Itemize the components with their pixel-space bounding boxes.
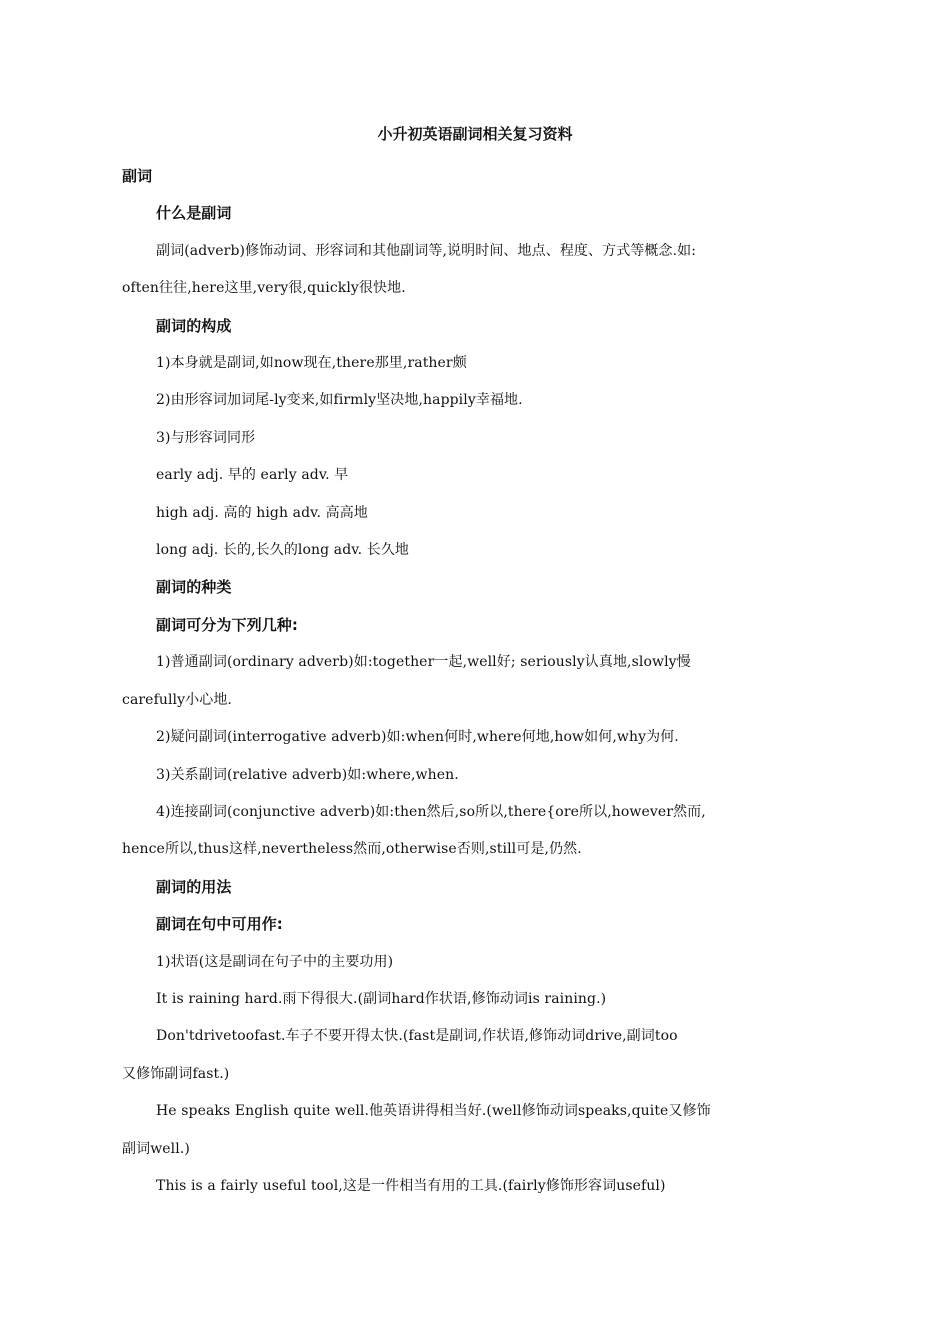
- subsection-heading: 副词在句中可用作:: [156, 915, 283, 934]
- paragraph-line: It is raining hard.雨下得很大.(副词hard作状语,修饰动词is raining.): [156, 990, 607, 1007]
- subsection-heading: 副词可分为下列几种:: [156, 615, 298, 634]
- paragraph-line: 1)本身就是副词,如now现在,there那里,rather颇: [156, 355, 467, 372]
- paragraph-line: This is a fairly useful tool,这是一件相当有用的工具.(fairly修饰形容词useful): [156, 1177, 666, 1194]
- paragraph-line: high adj. 高的 high adv. 高高地: [156, 504, 368, 521]
- paragraph-line: 又修饰副词fast.): [122, 1065, 230, 1082]
- paragraph-line: often往往,here这里,very很,quickly很快地.: [122, 280, 406, 297]
- subsection-heading: 副词的构成: [156, 316, 232, 335]
- paragraph-line: carefully小心地.: [122, 691, 232, 708]
- paragraph-line: long adj. 长的,长久的long adv. 长久地: [156, 542, 410, 559]
- paragraph-line: 1)状语(这是副词在句子中的主要功用): [156, 953, 394, 970]
- subsection-heading: 副词的用法: [156, 877, 232, 896]
- paragraph-line: He speaks English quite well.他英语讲得相当好.(well修饰动词speaks,quite又修饰: [156, 1103, 711, 1120]
- paragraph-line: early adj. 早的 early adv. 早: [156, 467, 349, 484]
- document-body: [122, 158, 822, 1205]
- subsection-heading: 什么是副词: [156, 204, 232, 223]
- paragraph-line: 1)普通副词(ordinary adverb)如:together一起,well好; seriously认真地,slowly慢: [156, 654, 691, 671]
- paragraph-line: 3)与形容词同形: [156, 429, 256, 446]
- paragraph-line: Don'tdrivetoofast.车子不要开得太快.(fast是副词,作状语,修饰动词drive,副词too: [156, 1028, 678, 1045]
- paragraph-line: 2)疑问副词(interrogative adverb)如:when何时,where何地,how如何,why为何.: [156, 729, 679, 746]
- page-title: 小升初英语副词相关复习资料: [377, 125, 573, 143]
- paragraph-line: 副词(adverb)修饰动词、形容词和其他副词等,说明时间、地点、程度、方式等概念.如:: [156, 242, 697, 259]
- paragraph-line: hence所以,thus这样,nevertheless然而,otherwise否则,still可是,仍然.: [122, 841, 582, 858]
- paragraph-line: 4)连接副词(conjunctive adverb)如:then然后,so所以,there{ore所以,however然而,: [156, 803, 706, 820]
- section-heading: 副词: [122, 167, 153, 185]
- paragraph-line: 2)由形容词加词尾-ly变来,如firmly坚决地,happily幸福地.: [156, 392, 523, 409]
- subsection-heading: 副词的种类: [156, 578, 232, 597]
- paragraph-line: 3)关系副词(relative adverb)如:where,when.: [156, 766, 459, 783]
- paragraph-line: 副词well.): [122, 1140, 190, 1157]
